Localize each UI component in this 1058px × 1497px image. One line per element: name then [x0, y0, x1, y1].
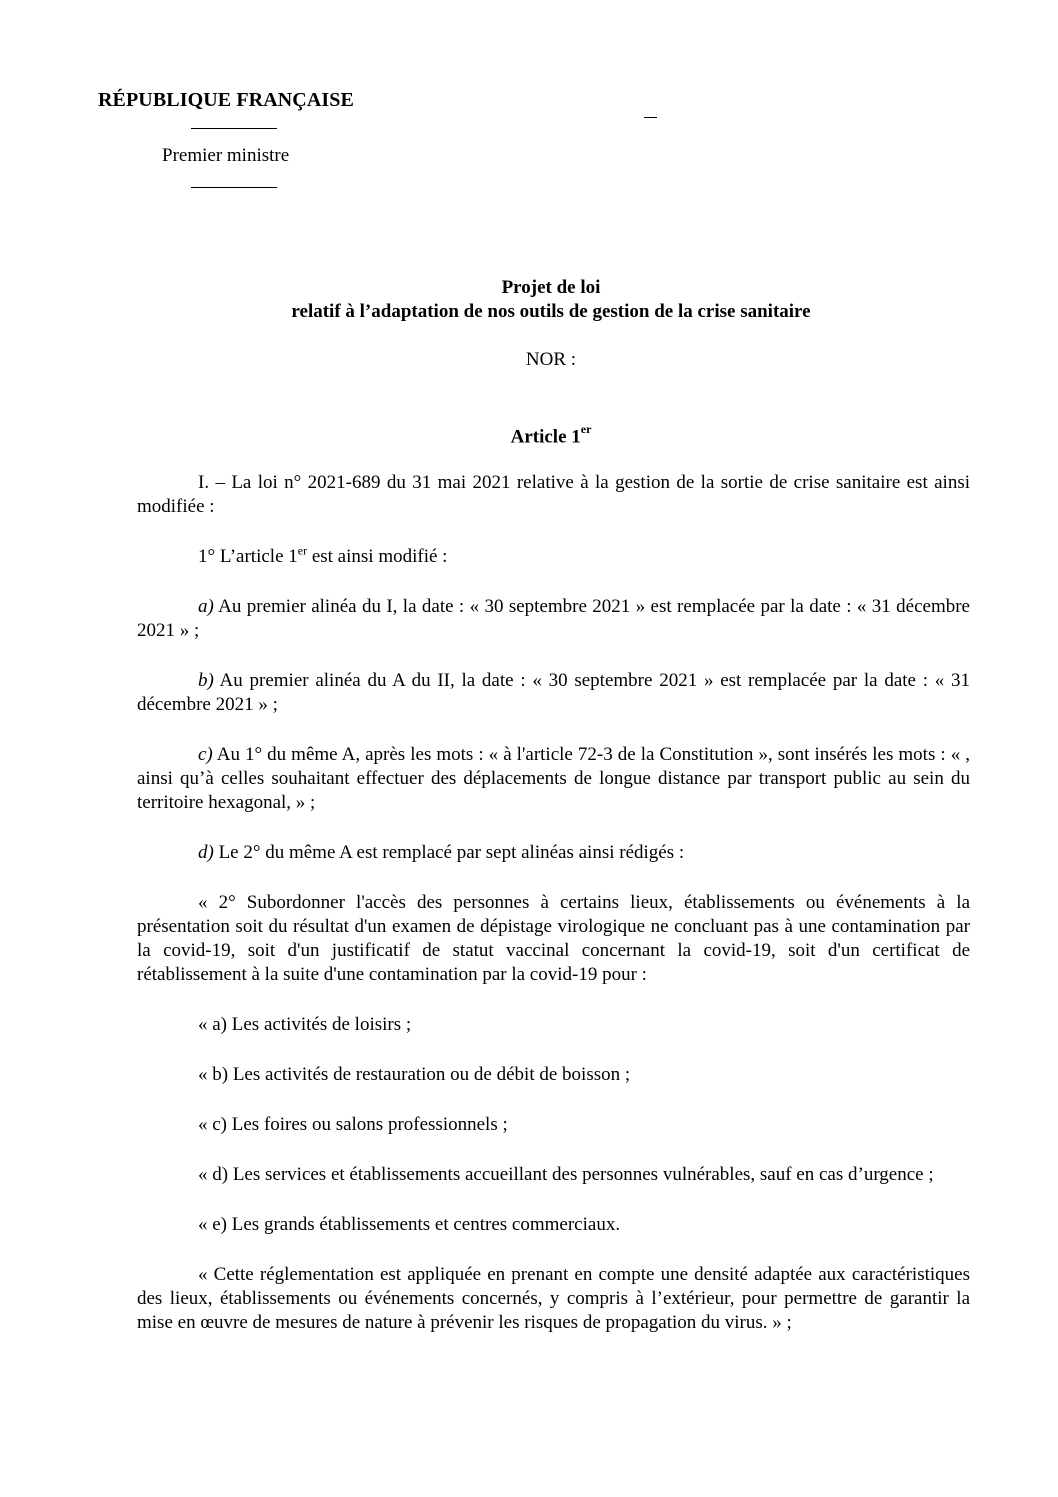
article-heading-text: Article 1 [510, 426, 581, 448]
paragraph-reglementation: « Cette réglementation est appliquée en prenant en compte une densité adaptée aux caractéristiques des lieux, établissements ou événements concernés, y compris à l’extérieur, pour permettre de garantir la mise en œuvre de mesures de nature à prévenir les risques de propagation du virus. » ; [137, 1264, 970, 1333]
paragraph-i: I. – La loi n° 2021-689 du 31 mai 2021 relative à la gestion de la sortie de crise sanitaire est ainsi modifiée : [137, 472, 970, 517]
paragraph-d [137, 841, 970, 865]
bill-title: Projet de loi [501, 277, 601, 298]
paragraph-1-end: est ainsi modifié : [307, 546, 448, 567]
list-item-b: « b) Les activités de restauration ou de débit de boisson ; [198, 1064, 631, 1085]
header-divider-top [191, 128, 277, 129]
list-item-e: « e) Les grands établissements et centres commerciaux. [198, 1214, 621, 1235]
paragraph-a-label: a) [198, 596, 214, 617]
paragraph-c-text: Au 1° du même A, après les mots : « à l'article 72-3 de la Constitution », sont insérés les mots : « , ainsi qu’à celles souhaitant effectuer des déplacements de longue distance par transport public au sein du territoire hexagonal, » ; [137, 744, 970, 813]
article-heading [22, 424, 1058, 448]
bill-subtitle: relatif à l’adaptation de nos outils de gestion de la crise sanitaire [291, 301, 811, 322]
paragraph-1 [137, 545, 970, 569]
paragraph-1-start: 1° L’article 1 [198, 546, 298, 567]
paragraph-1-sup: er [297, 543, 308, 558]
paragraph-a-text: Au premier alinéa du I, la date : « 30 septembre 2021 » est remplacée par la date : « 31 décembre 2021 » ; [137, 596, 970, 641]
paragraph-d-text: Le 2° du même A est remplacé par sept alinéas ainsi rédigés : [213, 842, 685, 863]
paragraph-b-label: b) [198, 670, 214, 691]
paragraph-b-text: Au premier alinéa du A du II, la date : « 30 septembre 2021 » est remplacée par la date : « 31 décembre 2021 » ; [137, 670, 970, 715]
ministry-label: Premier ministre [162, 145, 290, 166]
paragraph-2-subordonner: « 2° Subordonner l'accès des personnes à certains lieux, établissements ou événements à la présentation soit du résultat d'un examen de dépistage virologique ne concluant pas à une contamination par la covid-19, soit d'un justificatif de statut vaccinal concernant la covid-19, soit d'un certificat de rétablissement à la suite d'une contamination par la covid-19 pour : [137, 892, 970, 985]
paragraph-d-label: d) [198, 842, 214, 863]
list-item-a: « a) Les activités de loisirs ; [198, 1014, 412, 1035]
list-item-d: « d) Les services et établissements accueillant des personnes vulnérables, sauf en cas d’urgence ; [198, 1164, 934, 1185]
nor-reference: NOR : [525, 349, 577, 370]
republic-heading: RÉPUBLIQUE FRANÇAISE [98, 89, 354, 111]
paragraph-b [137, 669, 970, 717]
paragraph-c-label: c) [198, 744, 213, 765]
article-body [137, 471, 970, 1361]
header-dash [644, 117, 657, 118]
paragraph-c [137, 743, 970, 815]
article-heading-sup: er [580, 422, 592, 436]
list-item-c: « c) Les foires ou salons professionnels ; [198, 1114, 508, 1135]
paragraph-a [137, 595, 970, 643]
header-divider-bottom [191, 187, 277, 188]
